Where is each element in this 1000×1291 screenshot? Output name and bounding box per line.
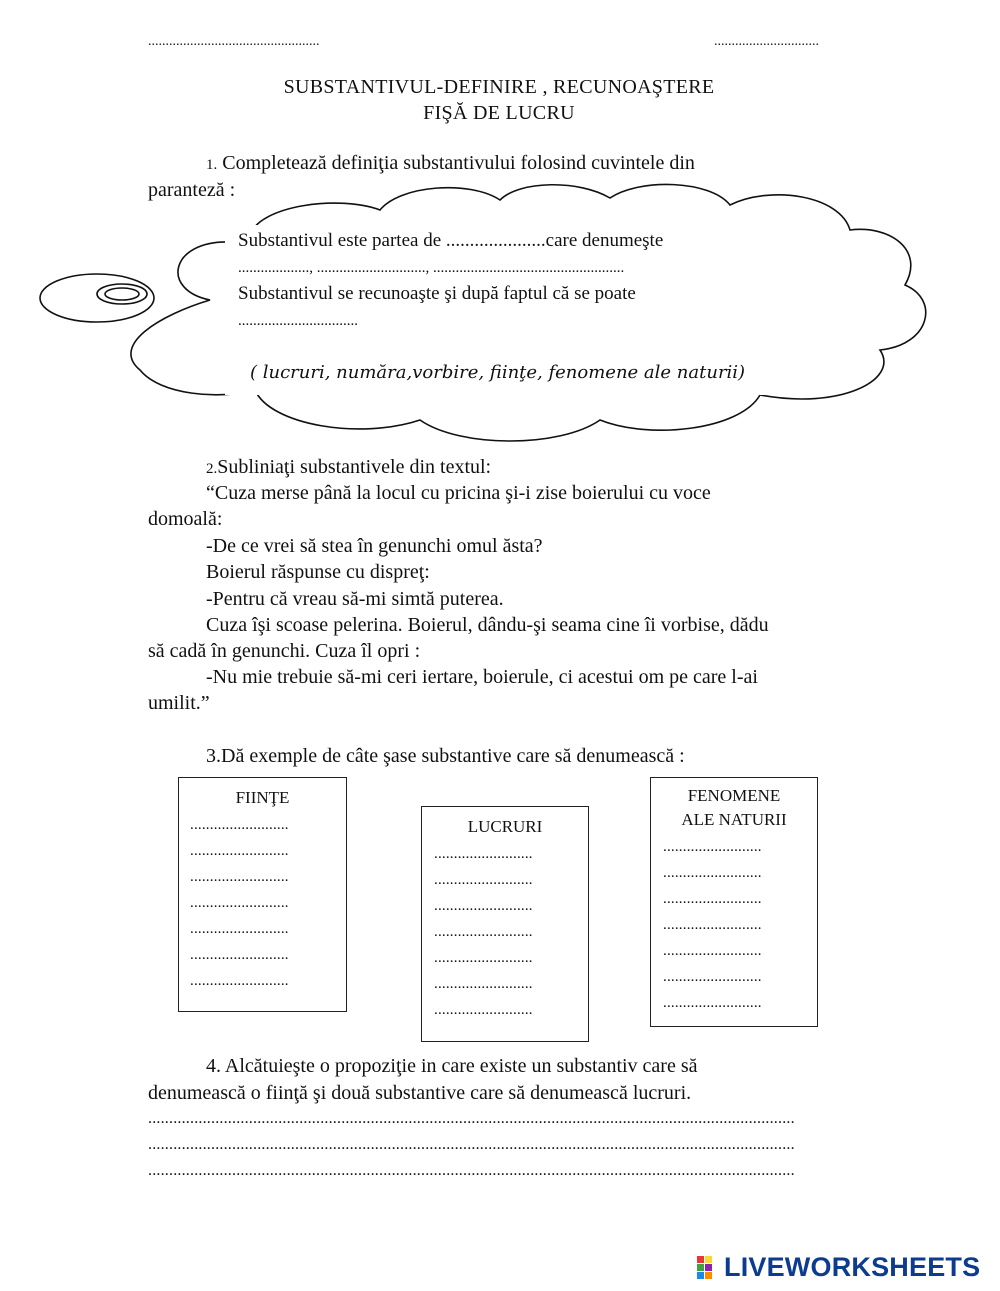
answer-blank[interactable]: ......................... — [190, 869, 289, 885]
text-line[interactable]: -De ce vrei să stea în genunchi omul ăsta? — [206, 535, 543, 557]
text-line[interactable]: -Nu mie trebuie să-mi ceri iertare, boierule, ci acestui om pe care l-ai — [206, 666, 758, 688]
sentence-answer-line[interactable]: .......................................................................................................................................................... — [148, 1162, 795, 1179]
box-fenomene-title-1: FENOMENE — [687, 786, 781, 805]
answer-blank[interactable]: ......................... — [190, 843, 289, 859]
exercise-1-prompt-cont: paranteză : — [148, 179, 236, 201]
cloud-line-1: Substantivul este partea de .....................care denumeşte — [238, 230, 664, 251]
word-bank: ( lucruri, număra,vorbire, fiinţe, fenomene ale naturii) — [250, 362, 746, 383]
exercise-1-prompt-text: Completează definiţia substantivului folosind cuvintele din — [217, 152, 695, 174]
box-lucruri-lines — [434, 841, 588, 1023]
answer-blank[interactable]: ......................... — [663, 995, 762, 1011]
text-line[interactable]: Cuza îşi scoase pelerina. Boierul, dându-şi seama cine îi vorbise, dădu — [206, 614, 769, 636]
liveworksheets-logo-icon — [696, 1250, 722, 1284]
cloud-line-3: Substantivul se recunoaşte şi după faptul că se poate — [238, 283, 636, 304]
exercise-3-prompt: 3.Dă exemple de câte şase substantive care să denumească : — [206, 745, 685, 767]
answer-blank[interactable]: ......................... — [434, 924, 533, 940]
blank-4[interactable]: ................................ — [238, 313, 358, 329]
answer-blank[interactable]: ......................... — [434, 976, 533, 992]
blank-1[interactable]: ..................., — [238, 260, 313, 276]
date-line[interactable]: .............................. — [714, 34, 819, 49]
exercise-2-number: 2. — [206, 461, 218, 477]
exercise-4-prompt: 4. Alcătuieşte o propoziţie in care existe un substantiv care să — [206, 1055, 698, 1077]
answer-blank[interactable]: ......................... — [190, 817, 289, 833]
text-line[interactable]: -Pentru că vreau să-mi simtă puterea. — [206, 588, 504, 610]
answer-blank[interactable]: ......................... — [190, 895, 289, 911]
answer-blank[interactable]: ......................... — [434, 898, 533, 914]
answer-blank[interactable]: ......................... — [663, 891, 762, 907]
text-line[interactable]: să cadă în genunchi. Cuza îl opri : — [148, 640, 421, 662]
thought-bubble-tail — [40, 274, 154, 322]
answer-blank[interactable]: ......................... — [190, 973, 289, 989]
sentence-answer-line[interactable]: .......................................................................................................................................................... — [148, 1110, 795, 1127]
answer-blank[interactable]: ......................... — [190, 921, 289, 937]
answer-blank[interactable]: ......................... — [434, 1002, 533, 1018]
sentence-answer-line[interactable]: .......................................................................................................................................................... — [148, 1136, 795, 1153]
exercise-4-prompt-cont: denumească o fiinţă şi două substantive care să denumească lucruri. — [148, 1082, 692, 1104]
text-line[interactable]: “Cuza merse până la locul cu pricina şi-i zise boierului cu voce — [206, 482, 711, 504]
answer-blank[interactable]: ......................... — [663, 839, 762, 855]
blank-2[interactable]: ............................., — [316, 260, 430, 276]
box-fenomene-title-2: ALE NATURII — [681, 810, 787, 829]
exercise-1-number: 1. — [206, 157, 218, 173]
name-line[interactable]: ................................................. — [148, 34, 320, 49]
cloud-line-2 — [238, 260, 624, 277]
box-fiinte — [178, 777, 347, 1012]
box-fenomene — [650, 777, 818, 1027]
page-title: SUBSTANTIVUL-DEFINIRE , RECUNOAŞTERE — [283, 76, 715, 98]
box-fiinte-title: FIINŢE — [235, 788, 290, 807]
answer-blank[interactable]: ......................... — [434, 846, 533, 862]
text-line[interactable]: umilit.” — [148, 692, 210, 714]
text-line[interactable]: domoală: — [148, 508, 223, 530]
page-subtitle: FIŞĂ DE LUCRU — [423, 102, 575, 124]
liveworksheets-logo-text: LIVEWORKSHEETS — [724, 1252, 981, 1282]
box-lucruri — [421, 806, 589, 1042]
exercise-2-prompt — [206, 456, 491, 479]
answer-blank[interactable]: ......................... — [434, 872, 533, 888]
exercise-2-prompt-text: Subliniaţi substantivele din textul: — [217, 456, 492, 478]
blank-3[interactable]: ................................................... — [433, 260, 625, 276]
text-line[interactable]: Boierul răspunse cu dispreţ: — [206, 561, 430, 583]
box-fiinte-lines — [190, 812, 346, 994]
box-fenomene-lines — [663, 834, 817, 1016]
answer-blank[interactable]: ......................... — [663, 943, 762, 959]
box-lucruri-title: LUCRURI — [467, 817, 543, 836]
answer-blank[interactable]: ......................... — [663, 865, 762, 881]
answer-blank[interactable]: ......................... — [434, 950, 533, 966]
answer-blank[interactable]: ......................... — [190, 947, 289, 963]
answer-blank[interactable]: ......................... — [663, 917, 762, 933]
answer-blank[interactable]: ......................... — [663, 969, 762, 985]
